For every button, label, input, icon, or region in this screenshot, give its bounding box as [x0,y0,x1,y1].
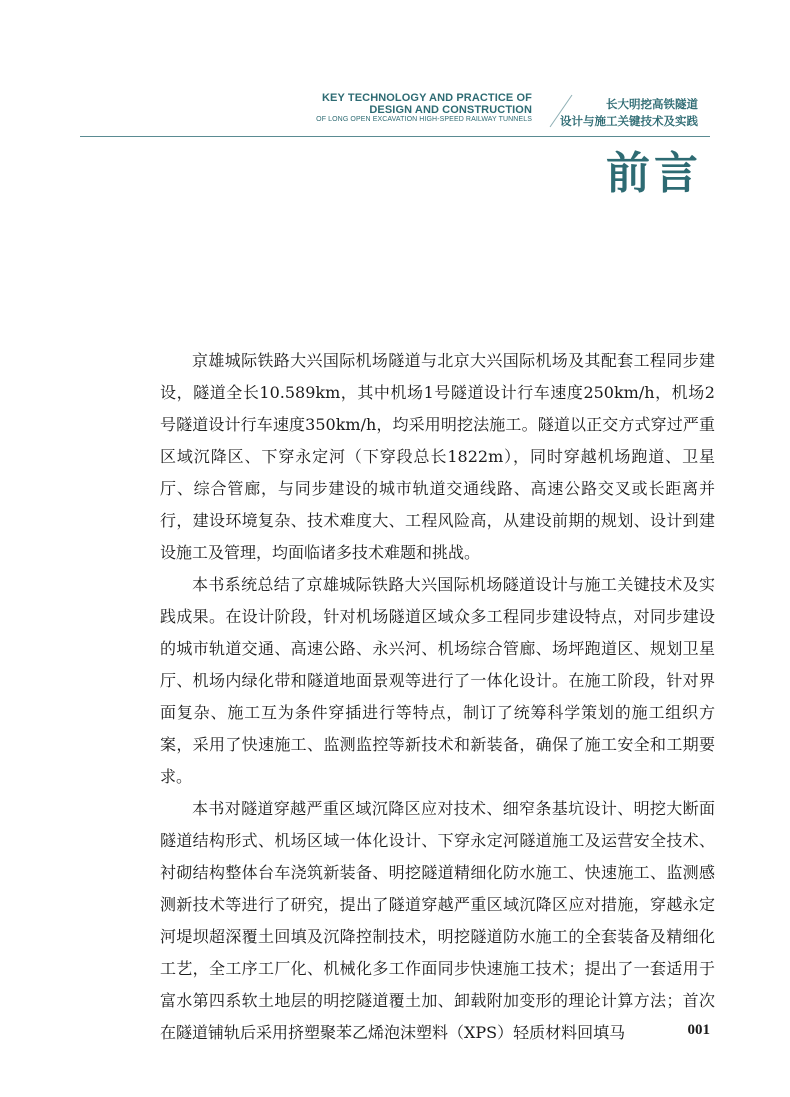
page-number: 001 [687,1022,710,1038]
english-running-head [316,93,532,123]
chinese-title-line-1: 长大明挖高铁隧道 [606,97,698,111]
english-title-line-2: DESIGN AND CONSTRUCTION [369,103,532,116]
chinese-title-line-2: 设计与施工关键技术及实践 [560,113,698,128]
english-title-line-1: KEY TECHNOLOGY AND PRACTICE OF [322,92,532,104]
paragraph: 本书对隧道穿越严重区域沉降区应对技术、细窄条基坑设计、明挖大断面隧道结构形式、机场区域一体化设计、下穿永定河隧道施工及运营安全技术、衬砌结构整体台车浇筑新装备、明挖隧道精细化防水施工、快速施工、监测感测新技术等进行了研究，提出了隧道穿越严重区域沉降区应对措施，穿越永定河堤坝超深覆土回填及沉降控制技术，明挖隧道防水施工的全套装备及精细化工艺，全工序工厂化、机械化多工作面同步快速施工技术；提出了一套适用于富水第四系软土地层的明挖隧道覆土加、卸载附加变形的理论计算方法；首次在隧道铺轨后采用挤塑聚苯乙烯泡沫塑料（XPS）轻质材料回填马 [160,799,715,1042]
body-text [160,345,715,1049]
chapter-title: 前言 [606,148,702,199]
paragraph: 本书系统总结了京雄城际铁路大兴国际机场隧道设计与施工关键技术及实践成果。在设计阶段，针对机场隧道区域众多工程同步建设特点，对同步建设的城市轨道交通、高速公路、永兴河、机场综合管廊、场坪跑道区、规划卫星厅、机场内绿化带和隧道地面景观等进行了一体化设计。在施工阶段，针对界面复杂、施工互为条件穿插进行等特点，制订了统筹科学策划的施工组织方案，采用了快速施工、监测监控等新技术和新装备，确保了施工安全和工期要求。 [160,575,715,786]
english-title-line-3: OF LONG OPEN EXCAVATION HIGH-SPEED RAILWAY TUNNELS [316,116,532,124]
paragraph: 京雄城际铁路大兴国际机场隧道与北京大兴国际机场及其配套工程同步建设，隧道全长10.589km，其中机场1号隧道设计行车速度250km/h，机场2号隧道设计行车速度350km/h，均采用明挖法施工。隧道以正交方式穿过严重区域沉降区、下穿永定河（下穿段总长1822m），同时穿越机场跑道、卫星厅、综合管廊，与同步建设的城市轨道交通线路、高速公路交叉或长距离并行，建设环境复杂、技术难度大、工程风险高，从建设前期的规划、设计到建设施工及管理，均面临诸多技术难题和挑战。 [160,351,715,562]
chinese-running-head [560,96,698,129]
header-rule [80,136,710,137]
